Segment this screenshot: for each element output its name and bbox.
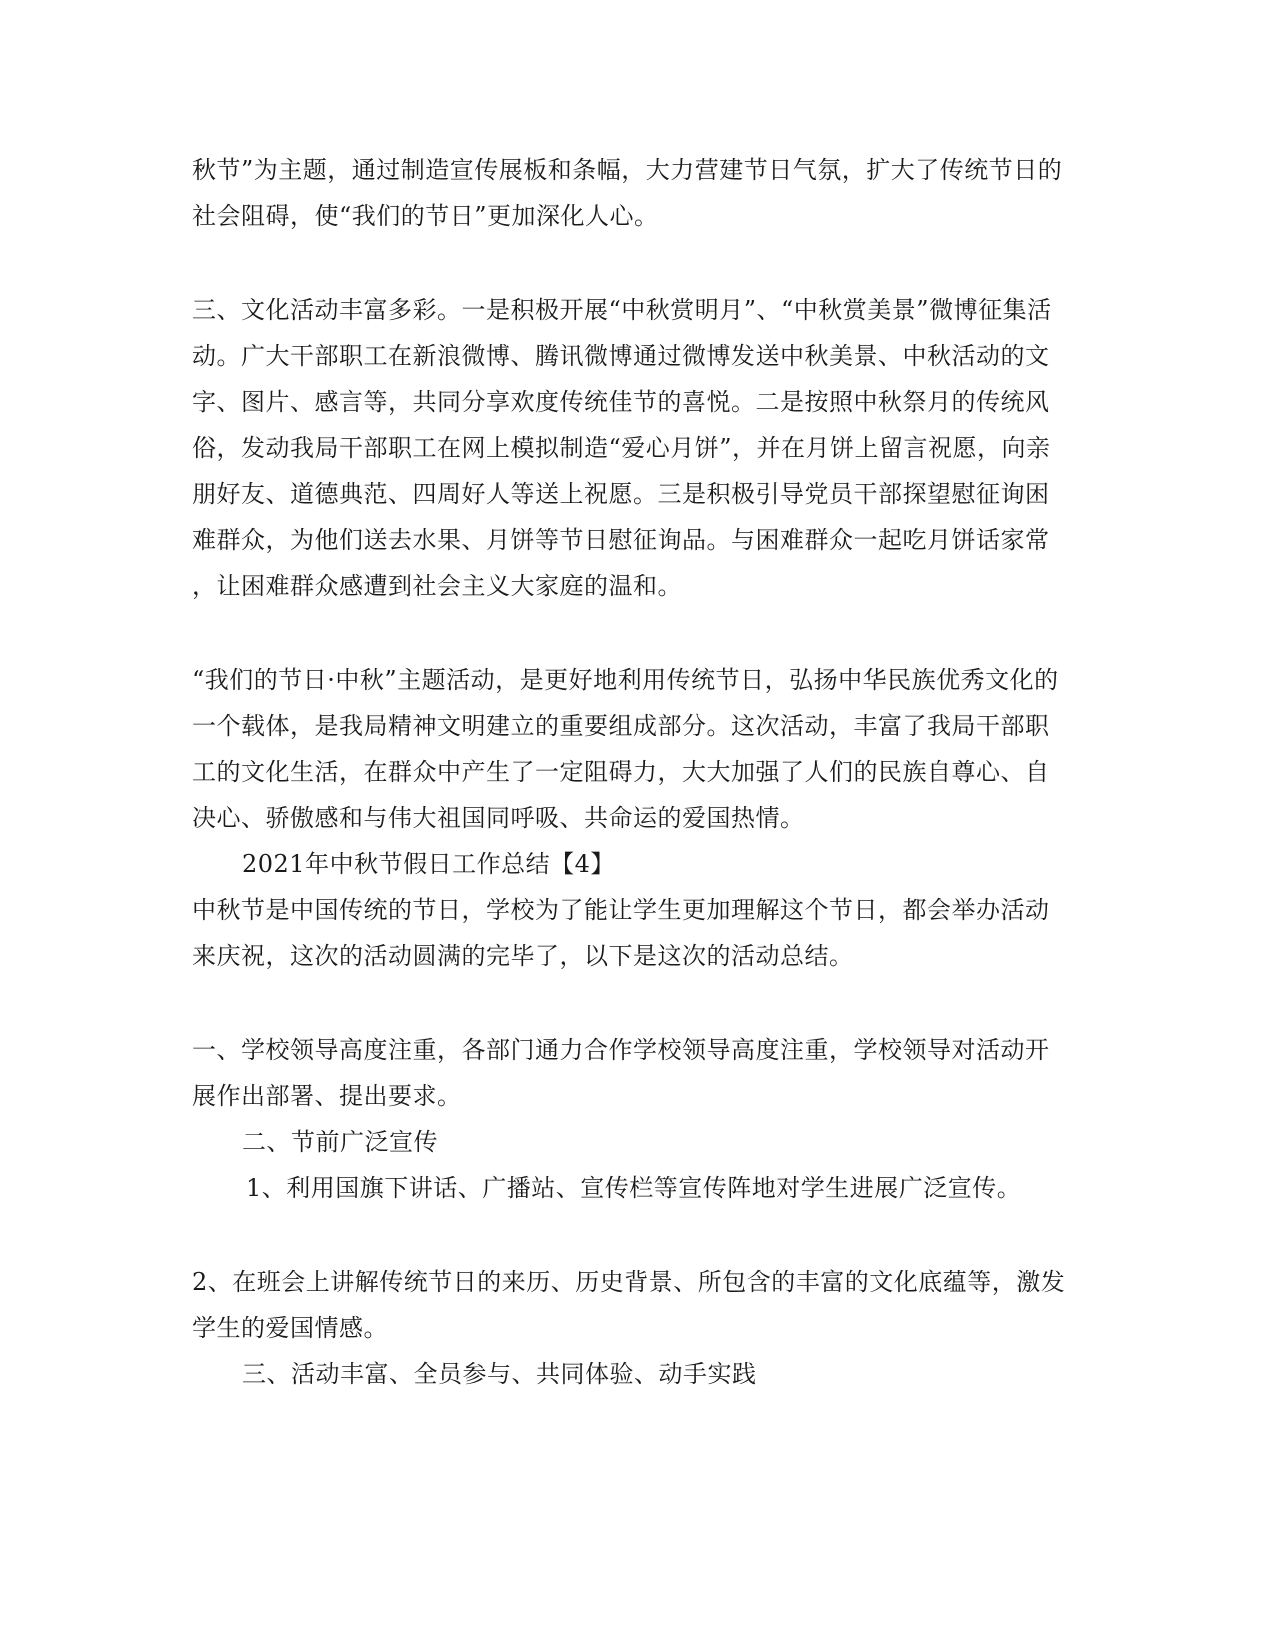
text-line: 字、图片、感言等，共同分享欢度传统佳节的喜悦。二是按照中秋祭月的传统风 — [192, 388, 1050, 416]
section-heading: 2021年中秋节假日工作总结【4】 — [242, 850, 615, 878]
text-line: 社会阻碍，使“我们的节日”更加深化人心。 — [192, 202, 659, 230]
text-line: 决心、骄傲感和与伟大祖国同呼吸、共命运的爱国热情。 — [192, 804, 805, 832]
text-line: 中秋节是中国传统的节日，学校为了能让学生更加理解这个节日，都会举办活动 — [192, 896, 1050, 924]
text-line: 秋节”为主题，通过制造宣传展板和条幅，大力营建节日气氛，扩大了传统节日的 — [192, 156, 1063, 184]
text-line: 展作出部署、提出要求。 — [192, 1082, 462, 1110]
text-line: 动。广大干部职工在新浪微博、腾讯微博通过微博发送中秋美景、中秋活动的文 — [192, 342, 1050, 370]
text-line: ，让困难群众感遭到社会主义大家庭的温和。 — [192, 572, 682, 600]
text-line: 来庆祝，这次的活动圆满的完毕了，以下是这次的活动总结。 — [192, 942, 854, 970]
text-line: 工的文化生活，在群众中产生了一定阻碍力，大大加强了人们的民族自尊心、自 — [192, 758, 1050, 786]
subsection-heading: 二、节前广泛宣传 — [242, 1128, 438, 1156]
list-item: 2、在班会上讲解传统节日的来历、历史背景、所包含的丰富的文化底蕴等，激发 — [192, 1268, 1066, 1296]
text-line: 学生的爱国情感。 — [192, 1314, 388, 1342]
text-line: 一、学校领导高度注重，各部门通力合作学校领导高度注重，学校领导对活动开 — [192, 1036, 1050, 1064]
subsection-heading: 三、活动丰富、全员参与、共同体验、动手实践 — [242, 1360, 757, 1388]
text-line: 俗，发动我局干部职工在网上模拟制造“爱心月饼”，并在月饼上留言祝愿，向亲 — [192, 434, 1051, 462]
text-line: “我们的节日·中秋”主题活动，是更好地利用传统节日，弘扬中华民族优秀文化的 — [192, 666, 1059, 694]
text-line: 三、文化活动丰富多彩。一是积极开展“中秋赏明月”、“中秋赏美景”微博征集活 — [192, 296, 1052, 324]
text-line: 朋好友、道德典范、四周好人等送上祝愿。三是积极引导党员干部探望慰征询困 — [192, 480, 1050, 508]
text-line: 一个载体，是我局精神文明建立的重要组成部分。这次活动，丰富了我局干部职 — [192, 712, 1050, 740]
text-line: 难群众，为他们送去水果、月饼等节日慰征询品。与困难群众一起吃月饼话家常 — [192, 526, 1050, 554]
list-item: 1、利用国旗下讲话、广播站、宣传栏等宣传阵地对学生进展广泛宣传。 — [246, 1174, 1022, 1202]
